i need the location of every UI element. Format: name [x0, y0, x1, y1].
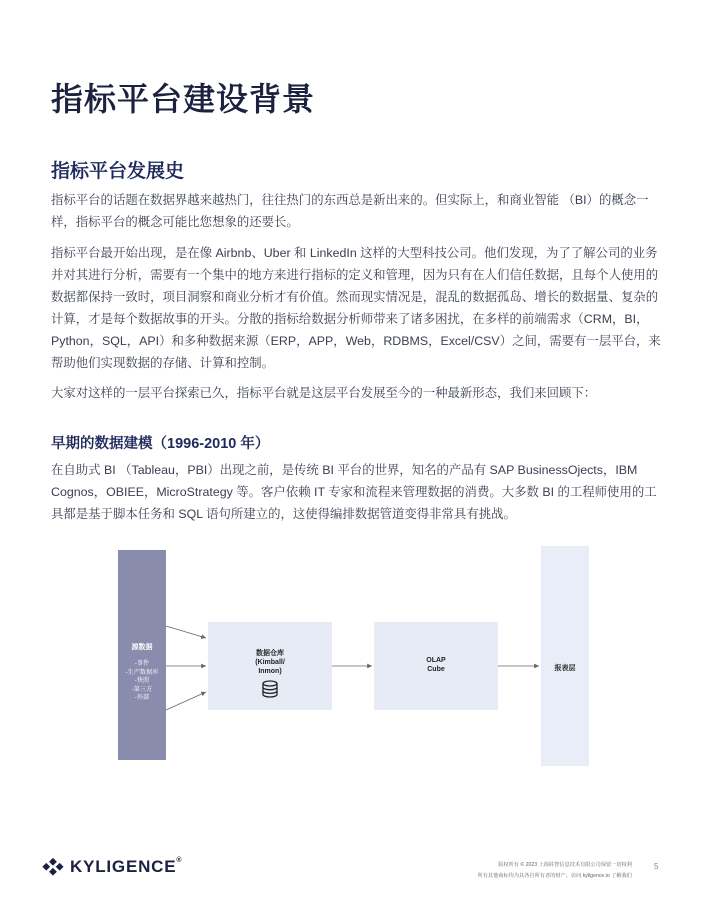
source-item: -快照 [134, 677, 150, 685]
paragraph-intro: 指标平台的话题在数据界越来越热门，往往热门的东西总是新出来的。但实际上，和商业智能 （BI）的概念一样，指标平台的概念可能比您想象的还要长。 [51, 193, 649, 229]
source-data-box [118, 550, 166, 760]
data-warehouse-label-line: (Kimball/ [255, 659, 285, 666]
copyright-line: 版权所有 © 2023 上海跬智信息技术有限公司保留一切权利 [498, 862, 632, 868]
olap-cube-label-line: OLAP [426, 657, 446, 664]
source-item: -事件 [134, 660, 150, 667]
section-title: 指标平台发展史 [51, 161, 185, 182]
copyright-notice [478, 860, 633, 882]
source-data-title: 源数据 [131, 644, 153, 651]
copyright-line: 所有其他商标均为其各自所有者的财产。访问 kyligence.io 了解我们 [477, 873, 632, 879]
paragraph-review: 大家对这样的一层平台探索已久，指标平台就是这层平台发展至今的一种最新形态，我们来回顾下： [51, 386, 597, 400]
page-number: 5 [654, 862, 659, 871]
arrow-source-to-warehouse-top [166, 626, 206, 638]
page-title: 指标平台建设背景 [51, 81, 316, 117]
arrow-source-to-warehouse-bottom [166, 692, 206, 710]
data-warehouse-label [208, 649, 332, 676]
olap-cube-box [374, 622, 498, 710]
data-warehouse-label-line: Inmon) [258, 668, 282, 675]
olap-cube-label [374, 656, 498, 674]
source-data-list [114, 660, 170, 703]
diagram-arrows [0, 540, 710, 770]
data-warehouse-box [208, 622, 332, 710]
olap-cube-label-line: Cube [427, 666, 445, 673]
paragraph-early-modeling: 在自助式 BI （Tableau，PBI）出现之前，是传统 BI 平台的世界，知名的产品有 SAP BusinessOjects，IBM Cognos，OBIEE，MicroStrategy 等。客户依赖 IT 专家和流程来管理数据的消费。大多数 BI 的工程师使用的工具都是基于脚本任务和 SQL 语句所建立的，这使得编排数据管道变得非常具有挑战。 [51, 463, 657, 521]
kyligence-logo [42, 857, 182, 877]
database-icon [261, 680, 279, 698]
paragraph-origin: 指标平台最开始出现，是在像 Airbnb、Uber 和 LinkedIn 这样的大型科技公司。他们发现，为了了解公司的业务并对其进行分析，需要有一个集中的地方来进行指标的定义和管理，因为只有在人们信任数据，且每个人使用的数据都保持一致时，项目洞察和商业分析才有价值。然而现实情况是，混乱的数据孤岛、增长的数据量、复杂的计算，才是每个数据故事的开头。分散的指标给数据分析师带来了诸多困扰，在多样的前端需求（CRM，BI，Python，SQL，API）和多种数据来源（ERP，APP，Web，RDBMS，Excel/CSV）之间，需要有一层平台，来帮助他们实现数据的存储、计算和控制。 [51, 246, 661, 370]
data-warehouse-label-line: 数据仓库 [256, 650, 284, 657]
source-item: -外部 [134, 694, 150, 702]
source-item: -第三方 [131, 685, 153, 693]
report-layer-label: 报表层 [554, 665, 576, 672]
architecture-diagram [0, 540, 710, 770]
source-item: -生产数据库 [125, 668, 159, 676]
brand-name [70, 857, 182, 877]
brand-text: KYLIGENCE [70, 857, 177, 876]
kyligence-diamond-icon [42, 858, 64, 876]
report-layer-box [541, 546, 589, 766]
registered-mark: ® [176, 857, 183, 864]
subsection-title: 早期的数据建模（1996-2010 年） [51, 436, 270, 452]
